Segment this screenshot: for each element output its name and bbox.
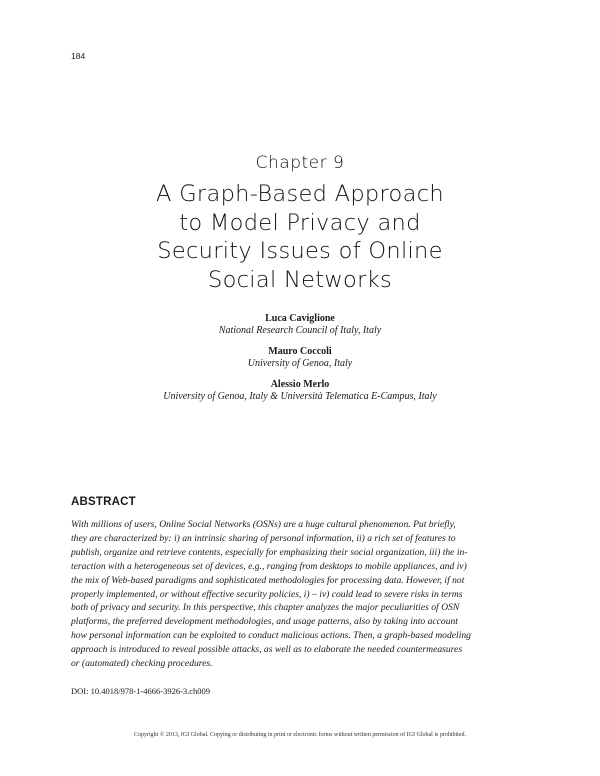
abstract-line: platforms, the preferred development methodologies, and usage patterns, also by taking into account	[71, 616, 458, 628]
doi: DOI: 10.4018/978-1-4666-3926-3.ch009	[71, 686, 211, 696]
abstract-line: the mix of Web-based paradigms and sophisticated methodologies for processing data. However, if not	[71, 574, 465, 586]
author-name: Mauro Coccoli	[268, 346, 332, 357]
title-line: to Model Privacy and	[179, 209, 421, 236]
abstract-line: properly implemented, or without effective security policies, i) – iv) could lead to severe risks in terms	[71, 588, 463, 600]
title-line: Security Issues of Online	[157, 238, 443, 264]
abstract-line: how personal information can be exploited to conduct malicious actions. Then, a graph-based modeling	[71, 630, 471, 642]
author-affiliation: University of Genoa, Italy	[247, 358, 353, 369]
abstract-line: approach is introduced to reveal possible attacks, as well as to elaborate the needed countermeasures	[71, 644, 463, 656]
title-line: A Graph-Based Approach	[156, 181, 444, 207]
author-block	[0, 379, 600, 403]
author-affiliation: National Research Council of Italy, Italy	[218, 325, 382, 336]
title-line: Social Networks	[207, 266, 393, 293]
author-name: Luca Caviglione	[265, 313, 335, 324]
abstract-line: publish, organize and retrieve contents, especially for emphasizing their social organization, iii) the in-	[71, 546, 468, 558]
abstract-heading: ABSTRACT	[71, 496, 136, 508]
abstract-line: With millions of users, Online Social Networks (OSNs) are a huge cultural phenomenon. Put briefly,	[71, 519, 456, 530]
abstract-line: or (automated) checking procedures.	[71, 658, 213, 670]
author-list	[0, 313, 600, 412]
page-number: 184	[71, 51, 86, 61]
author-block	[0, 346, 600, 370]
author-name: Alessio Merlo	[270, 379, 330, 390]
author-affiliation: University of Genoa, Italy & Università Telematica E-Campus, Italy	[163, 391, 437, 402]
author-block	[0, 313, 600, 337]
chapter-label: Chapter 9	[255, 153, 345, 173]
abstract-line: they are characterized by: i) an intrinsic sharing of personal information, ii) a rich set of features to	[71, 532, 456, 544]
copyright-notice: Copyright © 2013, IGI Global. Copying or distributing in print or electronic forms without written permission of IGI Global is prohibited.	[133, 732, 466, 738]
abstract-line: both of privacy and security. In this perspective, this chapter analyzes the major peculiarities of OSN	[71, 602, 460, 614]
abstract-body	[71, 518, 535, 671]
chapter-title	[90, 180, 510, 294]
abstract-line: teraction with a heterogeneous set of devices, e.g., ranging from desktops to mobile appliances, and iv)	[71, 560, 467, 572]
